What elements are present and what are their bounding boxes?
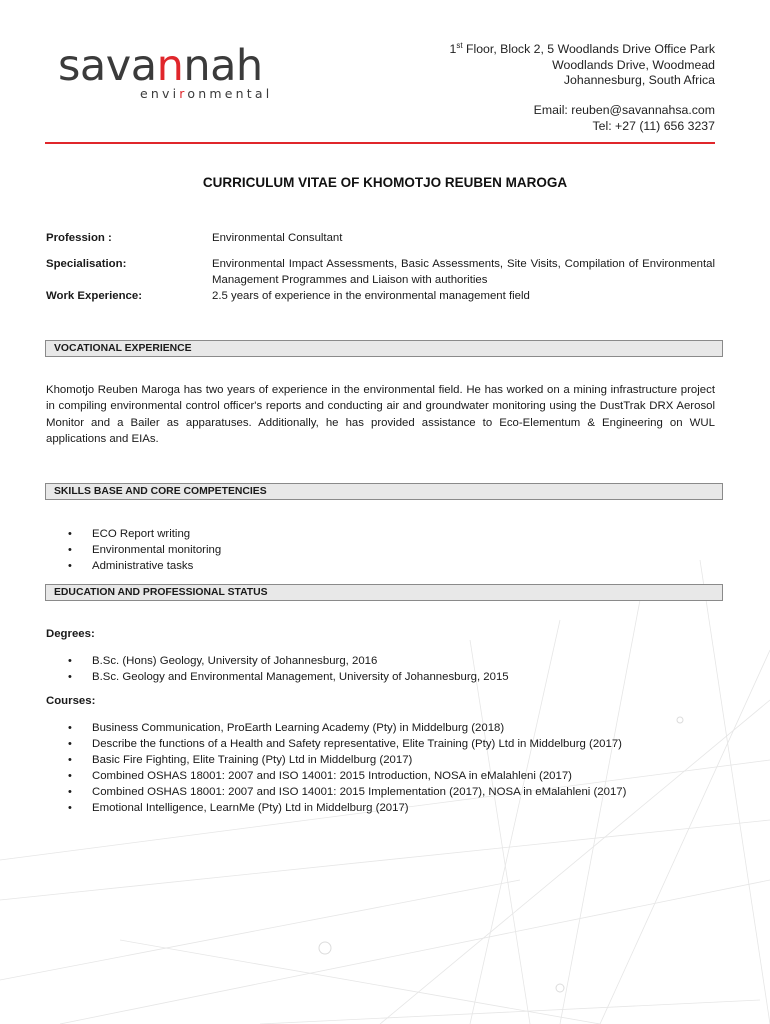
skills-list (46, 526, 715, 574)
company-address (449, 42, 715, 89)
bullet-icon: • (68, 671, 72, 683)
specialisation-value: Environmental Impact Assessments, Basic Assessments, Site Visits, Compilation of Environmental Management Programmes and Liaison with authorities (212, 258, 715, 286)
courses-list (46, 720, 715, 816)
profession-value: Environmental Consultant (212, 232, 343, 244)
bullet-icon: • (68, 655, 72, 667)
work-experience-value: 2.5 years of experience in the environmental management field (212, 290, 530, 302)
bullet-icon: • (68, 544, 72, 556)
header-divider (45, 142, 715, 144)
contact-telephone: Tel: +27 (11) 656 3237 (592, 118, 715, 133)
contact-email: Email: reuben@savannahsa.com (533, 103, 715, 117)
section-heading-education: EDUCATION AND PROFESSIONAL STATUS (45, 584, 723, 601)
degrees-heading: Degrees: (46, 628, 95, 640)
bullet-icon: • (68, 738, 72, 750)
list-item: • Environmental monitoring (68, 544, 222, 556)
bullet-icon: • (68, 786, 72, 798)
specialisation-label: Specialisation: (46, 258, 127, 270)
address-line-2: Woodlands Drive, Woodmead (552, 57, 715, 72)
list-item: • B.Sc. (Hons) Geology, University of Johannesburg, 2016 (68, 655, 378, 667)
vocational-paragraph: Khomotjo Reuben Maroga has two years of experience in the environmental field. He has worked on a mining infrastructure project in compiling environmental control officer's reports and conducting air and groundwater monitoring using the DustTrak DRX Aerosol Monitor and a Bailer as apparatuses. Additionally, he has provided assistance to Eco-Elementum & Engineering on WUL applications and EIAs. (46, 384, 715, 446)
logo-subtitle: environmental (140, 86, 273, 101)
bullet-icon: • (68, 722, 72, 734)
contact-details (534, 103, 715, 134)
list-item: • Administrative tasks (68, 560, 194, 572)
address-line-1: 1st Floor, Block 2, 5 Woodlands Drive Office Park (449, 40, 715, 56)
courses-heading: Courses: (46, 695, 96, 707)
logo-wordmark: savannah (58, 41, 263, 91)
list-item: • Basic Fire Fighting, Elite Training (Pty) Ltd in Middelburg (2017) (68, 754, 413, 766)
section-heading-skills: SKILLS BASE AND CORE COMPETENCIES (45, 483, 723, 500)
work-experience-label: Work Experience: (46, 290, 143, 302)
bullet-icon: • (68, 802, 72, 814)
bullet-icon: • (68, 528, 72, 540)
profession-label: Profession : (46, 232, 112, 244)
section-heading-vocational: VOCATIONAL EXPERIENCE (45, 340, 723, 357)
bullet-icon: • (68, 770, 72, 782)
list-item: • Emotional Intelligence, LearnMe (Pty) Ltd in Middelburg (2017) (68, 802, 409, 814)
bullet-icon: • (68, 560, 72, 572)
list-item: • B.Sc. Geology and Environmental Management, University of Johannesburg, 2015 (68, 671, 509, 683)
list-item: • Business Communication, ProEarth Learning Academy (Pty) in Middelburg (2018) (68, 722, 505, 734)
list-item: • Describe the functions of a Health and Safety representative, Elite Training (Pty) Ltd in Middelburg (2017) (68, 738, 622, 750)
list-item: • Combined OSHAS 18001: 2007 and ISO 14001: 2015 Introduction, NOSA in eMalahleni (2017) (68, 770, 572, 782)
bullet-icon: • (68, 754, 72, 766)
savannah-logo (58, 42, 308, 102)
list-item: • ECO Report writing (68, 528, 191, 540)
cv-title: CURRICULUM VITAE OF KHOMOTJO REUBEN MAROGA (202, 175, 568, 190)
address-line-3: Johannesburg, South Africa (563, 73, 715, 87)
list-item: • Combined OSHAS 18001: 2007 and ISO 14001: 2015 Implementation (2017), NOSA in eMalahleni (2017) (68, 786, 627, 798)
degrees-list (46, 653, 715, 685)
